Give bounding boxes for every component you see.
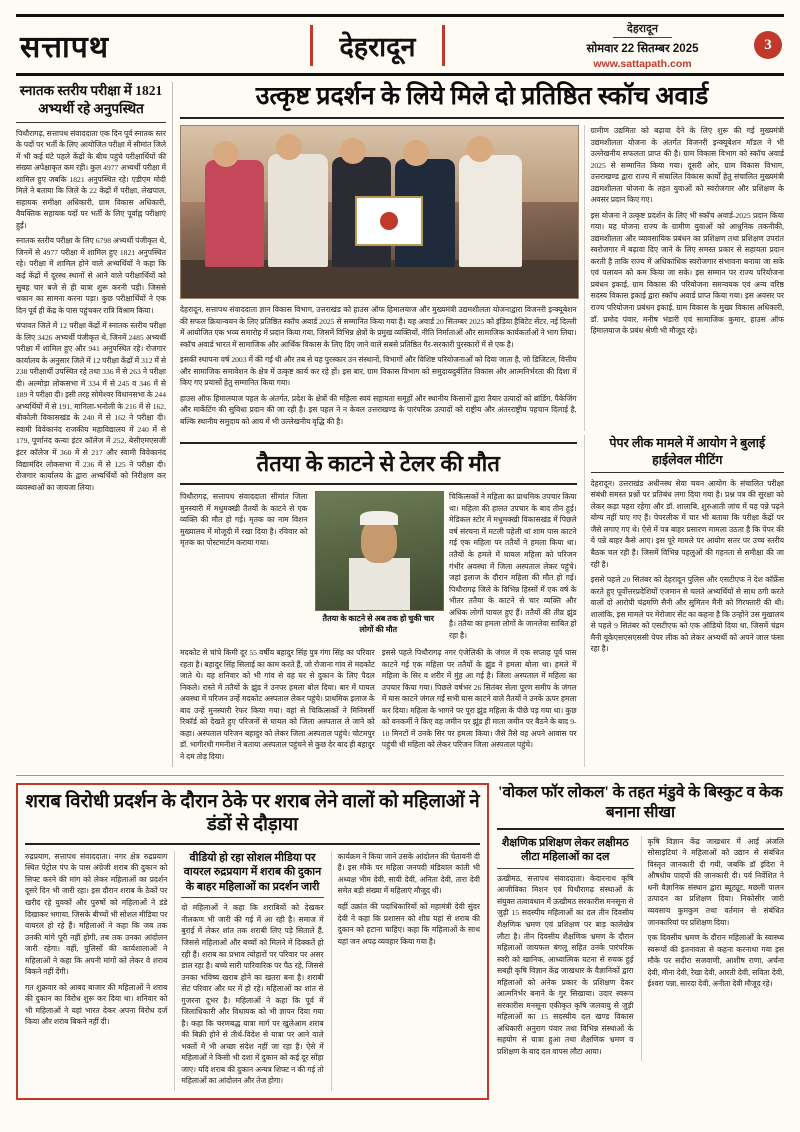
masthead-right: [535, 17, 784, 73]
vocal-local-headline: 'वोकल फॉर लोकल' के तहत मंडुवे के बिस्कुट व केक बनाना सीखा: [497, 783, 784, 830]
main-story-body-right: [591, 125, 784, 337]
vocal-sub-headline: शैक्षणिक प्रशिक्षण लेकर लक्षीमठ लीटा महिलाओं का दल: [497, 836, 634, 869]
edition-city: देहरादून: [339, 31, 416, 62]
paragraph: कृषि विज्ञान केंद्र जाखधार में आई अंजलि सोसाइटियां ने महिलाओं को उद्यान से संबंधित विस्तृत जानकारी दी गयी, जबकि डॉ इंदिरा ने औषधीय पादपों की जानकारी दी। पर्व निर्वेशित ने धनी वैज्ञानिक संस्थान द्वारा ब्यूट्यूट, मछली पालन उत्पादन का प्रशिक्षण दिया। निकोसीर जारी व्यवसाय कुमकुम तथा वर्तमान से संबंधित जानकारियां पर प्रशिक्षण दिया।: [647, 836, 784, 927]
masthead-center: [220, 17, 535, 73]
main-story-body-left: [180, 304, 577, 427]
liquor-protest-headline: शराब विरोधी प्रदर्शन के दौरान ठेके पर शराब लेने वालों को महिलाओं ने डंडों से दौड़ाया: [25, 791, 480, 845]
main-headline: उत्कृष्ट प्रदर्शन के लिये मिले दो प्रतिष्ठित स्कॉच अवार्ड: [180, 82, 784, 119]
masthead: [16, 14, 784, 76]
masthead-city-small: देहरादून: [613, 21, 672, 38]
paragraph: रुद्रप्रयाग, सत्तापथ संवाददाता। नगर क्षेत्र रुद्रप्रयाग स्थित पेट्रोल पंप के पास अंग्रेजी शराब की दुकान को सिफ्ट करने की मांग को लेकर महिलाओं का प्रदर्शन दूसरे दिन भी जारी रहा। इस दौरान शराब के ठेकों पर खरीद रहे युवकों और पुरुषों को महिलाओं ने डंडे दिखाकर भगाया, जिसके बीच्चों भी सोशल मीडिया पर वायरल हो रहे हैं। महिलाओं ने कहा कि जब तक उनकी मांगे पूरी नहीं होगी, तब तक उनका आंदोलन जारी रहेगा। वहीं, पुलिसों की कार्यशालाओं ने महिलाओं ने कहा कि अपनी मांगों को लेकर वे शराब बिकने नहीं देंगी।: [25, 851, 168, 977]
website-url[interactable]: www.sattapath.com: [593, 57, 692, 70]
photo-caption: तैतया के काटने से अब तक हो चुकी चार लोगों की मौत: [322, 614, 435, 635]
paragraph: एक दिवसीय भ्रमण के दौरान महिलाओं के स्वास्थ्य स्वरूपों की इतनावता से कहना करनाथा गया इस मौके पर सदीरा सजवाणी, आशीष राणा, अर्चना देवी, मीना देवी, रेखा देवी, आरती देवी, सविता देवी, ईश्वरा पन्ना, सारदा देवी, अनीता देवी मौजूद रहे।: [647, 933, 784, 989]
liquor-col-2: [174, 851, 323, 1091]
paragraph: ग्रामीण उद्यमिता को बढ़ावा देने के लिए शुरू की गई मुख्यमंत्री उद्यमशीलता योजना के अंतर्गत विजनरी इन्क्यूबेशन मॉडल ने भी उल्लेखनीय सफलता प्राप्त की है। ग्राम विकास विभाग को स्कॉच अवार्ड 2025 से सम्मानित किया गया। दूसरी ओर, ग्राम विकास विभाग, उत्तराखण्ड द्वारा राज्य में संचालित विकास कार्यों हेतु संचालित मुख्यमंत्री उद्यमशीलता योजना के तहत युवाओं को स्वरोजगार और प्रशिक्षण के अवसर प्रदान किए गए।: [590, 126, 784, 205]
edition-city-box: [310, 25, 444, 66]
exam-story-headline: स्नातक स्तरीय परीक्षा में 1821 अभ्यर्थी रहे अनुपस्थित: [16, 82, 166, 123]
paragraph: पिथौरागढ़, सत्तापथ संवाददाता एक दिन पूर्व स्नातक स्तर के पदों पर भर्ती के लिए आयोजित परीक्षा में सीमांत जिले में भी कई घंटे पहले केंद्रों के बीच पहुंचे परीक्षार्थियों की संख्या अपेक्षाकृत कम रही। कुल 4977 अभ्यर्थी परीक्षा में शामिल हुए जबकि 1821 अनुपस्थित रहे। एडीएम मोदी मिले ने बताया कि जिले के 22 केंद्रों में परीक्षा, लेखपाल, सहायक समीक्षा अधिकारी, ग्राम विकास अधिकारी, वैयक्तिक सहायक पदों पर भर्ती के लिए पूर्वाह्न परीक्षाएं हुईं।: [16, 128, 166, 230]
paragraph: चंपावत जिले में 12 परीक्षा केंद्रों में स्नातक स्तरीय परीक्षा के लिए 3426 अभ्यर्थी पंजीकृत थे, जिनमें 2485 अभ्यर्थी परीक्षा में शामिल हुए और 941 अनुपस्थित रहे। रोजगार कार्यालय के अनुसार जिले में 12 परीक्षा केंद्रों में 312 में से 238 परीक्षार्थी उपस्थित रहे तथा 336 में से 263 ने परीक्षा दी। अल्मोड़ा लोकसभा में 334 में से 245 व 346 में से 189 ने परीक्षा दी। इसी तरह सोमेश्वर विधानसभा के 244 अभ्यर्थियों में से 191, मानिला-भनोली के 216 में से 162, बीकोली विकासखंड के 240 में से 162 ने परीक्षा दी। स्वामी विवेकानंद राजकीय महाविद्यालय में 240 में से 179, पूर्णानंद कन्या इंटर कॉलेज में 252, बेसीएमएसजी इंटर कॉलेज में 360 में से 217 और स्वामी विवेकानंद विद्यामंदिर लोकसभा में 236 में से 125 ने परीक्षा दी। रोजगार कार्यालय के द्वारा अभ्यर्थियों को निरीक्षण कर व्यवस्थाओं का जायजा लिया।: [16, 321, 166, 492]
paragraph: कार्यक्रम ने किया जाने उसके आंदोलन की चेतावनी दी है। इस मौके पर महिला जनपदी मंडियाल कांती भी अध्यक्ष भीम देवी, सावी देवी, अनिता देवी, तारा देवी समेत बड़ी संख्या में महिलाएं मौजूद थी।: [337, 851, 480, 896]
newspaper-title: सत्तापथ: [20, 30, 109, 64]
liquor-col-1: [25, 851, 167, 1091]
taiya-story: [180, 435, 577, 766]
paragraph: देहरादून, सत्तापथ संवाददाता ज्ञान विकास विभाग, उत्तराखंड को हाउस ऑफ हिमालयाज और मुख्यमंत्री उद्यमशीलता योजनाद्वारा विजनरी इन्क्यूबेशन की सफल क्रियान्वयन के लिए प्रतिष्ठित स्कॉच अवार्ड 2025 से सम्मानित किया गया है। यह अवार्ड 20 सितम्बर 2025 को इंडिया हैबिटेट सेंटर, नई दिल्ली में आयोजित एक भव्य समारोह में प्रदान किया गया, जिसमें विभिन्न क्षेत्रों के प्रमुख व्यक्तियों, नीति निर्माताओं और सामाजिक कार्यकर्ताओं ने भाग लिया। स्कॉच अवार्ड भारत में सामाजिक और आर्थिक विकास के लिए दिए जाने वाले सबसे प्रतिष्ठित गैर-सरकारी पुरस्कारों में से एक है।: [180, 305, 577, 349]
bottom-section: [16, 775, 784, 1100]
paragraph: इससे पहले पिथौरागढ़ नगर एंजेलिकी के जंगल में एक सप्ताह पूर्व घास काटने गई एक महिला पर ततैयों के झुंड ने हमला बोला था। हमले में महिला के सिर व शरीर में मुंह आ गई है। जिला अस्पताल में महिला का उपचार किया गया। पिछले वर्षभर 26 सितंबर सेला पूरण समीप के जंगल में घास काटने जंगल गईं सभी घास काटने वाले तैतयों ने उनके ऊपर हमला कर दिया। महिला के भागने पर पूरा झुंड महिला के पीछे पड़ गया था। कुछ को वनकर्मी ने किए वह जमीन पर झूंड ही माता जमीन पर बैठने के बाद 9-10 मिनटों में उनके सिर पर हमला किया। जैसे तैसे वह अपने आवास पर पहुंची थी महिला को लेकर परिजन जिला अस्पताल पहुंचे।: [381, 648, 577, 750]
taiya-photo-col: [315, 491, 443, 645]
masthead-left: [16, 17, 220, 73]
paragraph: इसकी स्थापना वर्ष 2003 में की गई थी और तब से यह पुरस्कार उन संस्थानों, विभागों और विशिष्ट परियोजनाओं को दिया जाता है, जो डिजिटल, वित्तीय और सामाजिक समावेशन के क्षेत्र में उत्कृष्ट कार्य कर रहे हों। इस बार, ग्राम विकास विभाग को समुदायदुर्बलित विकास और आत्मनिर्भरता की दिशा में किए गए प्रयासों हेतु सम्मानित किया गया।: [180, 355, 577, 388]
paragraph: पिथौरागढ़, सत्तापथ संवाददाता सीमांत जिला मुनस्यारी में मधुमक्खी तैतयों के काटने से एक व्यक्ति की मौत हो गई। मृतक का नाम विशन मुख्यालय में मोजूदी में रखा दिया है। रविवार को मृतक का पोस्टमार्टम कराया गया।: [180, 492, 308, 548]
paragraph: हाउस ऑफ हिमालयाज पहल के अंतर्गत, प्रदेश के क्षेत्रों की महिला स्वयं सहायता समूहों और स्थानीय किसानों द्वारा तैयार उत्पादों को ब्रांडिंग, पैकेजिंग और मार्केटिंग की सुविधा प्रदान की जा रही है। इस पहल ने न केवल उत्तराखण्ड के पारंपरिक उत्पादों को राष्ट्रीय और अंतरराष्ट्रीय पहचान दिलाई है, बल्कि स्थानीय समुदाय को आय में भी उल्लेखनीय वृद्धि की है।: [180, 393, 577, 426]
page-number-badge: 3: [754, 31, 782, 59]
paragraph: ऊखीमठ, सत्तापथ संवाददाता। केदारनाथ कृषि आजीविका मिशन एवं पिथौरागढ़ संस्थाओं के संयुक्त तत्वावधान में ऊखीमठ सरकारीस मनसूना से जुड़ी 15 सदस्यीय महिलाओं का दल तीन दिवसीय शैक्षणिक भ्रमण एवं प्रशिक्षण पर बाड़ कालेखेत्र लौटा है। तीन दिवसीय शैक्षणिक भ्रमण के दौरान महिलाओं जायफल बंगलू सहित उनके पारंपरिक स्वरी को खानिक, आध्यात्मिक घटना से रुचक हुई सबही कृषि विज्ञान केंद्र जाखधार के वैज्ञानिकों द्वारा महिलाओं को अनेक प्रकार के प्रशिक्षण देकर आत्मनिर्भर बनाने के गुर सिखाया। उदार स्वरूप सरकारीस मनसूना एकीकृत कृषि जलवायु से जुड़ी महिलाओं का 15 सदस्यीय दल खण्ड विकास अधिकारी अनुराग पंवार तथा विभिन्न संस्थाओं के सहयोग से यात्रा हुआ तथा शैक्षणिक भ्रमण व प्रशिक्षण के बाद दल वापस लौटा आया।: [497, 873, 634, 1056]
paragraph: इस योजना ने उत्कृष्ट प्रदर्शन के लिए भी स्कॉच अवार्ड-2025 प्रदान किया गया। यह योजना राज्य के ग्रामीण युवाओं को आधुनिक तकनीकी, उद्यमशीलता और व्यावसायिक प्रबंधन का प्रशिक्षण तथा प्रशिक्षण उपरांत स्वरोजगार में बढ़ावा दिए जाने के लिए समस्त प्रकार से सहायता प्रदान करती है ताकि राज्य में अधिकाधिक स्वरोजगार संभावना बनाया जा सके एवं पलायन को कम किया जा सके। इस सम्मान पर राज्य परियोजना प्रबंधन इकाई, ग्राम विकास की परियोजना समन्वयक एवं अन्य वरिष्ठ सदस्य विकास इकाई द्वारा स्कॉच अवार्ड प्राप्त किया गया। इस अवसर पर राज्य परियोजना प्रबंधन इकाई, ग्राम विकास के मुख्य विकास अधिकारी, डॉ. प्रमोद पंवार, मनीष भंडारी एवं सामाजिक कुमार, हाउस ऑफ हिमालयाज के प्रबंध श्रेणी भी मौजूद रहे।: [590, 210, 784, 336]
story-vocal-for-local: [497, 783, 784, 1100]
paragraph: मदकोट से चांचे किमी दूर 55 वर्षीय बहादुर सिंह पुत्र गंगा सिंह का परिवार रहता है। बहादुर सिंह सिलाई का काम करते हैं, जो रोजाना गांव से मदकोट जाते थे। यह शनिवार को भी गांव से वह घर से दुकान के लिए पैदल निकले। रास्ते में ततैयों के झुंड ने उनपर हमला बोल दिया। बार में घायल अवस्था में परिजन उन्हें मदकोट अस्पताल लेकर पहुंचे। प्राथमिक इलाज के बाद उन्हें मुनस्यारी रेफर किया गया। वहां से चिकित्सकों ने मिनिमर्सी रिकॉर्ड को देखते हुए परिजनों से घायल को जिला अस्पताल ले जाने को कहा। अस्पताल परिजन बहादुर को लेकर जिला अस्पताल पहुंचे। चोटमपुर डॉ. भागीरथी गमनीश ने बताया अस्पताल पहुंचने से कुछ देर बाद ही बहादुर ने दम तोड़ दिया।: [180, 648, 375, 761]
paper-leak-story: [584, 435, 784, 766]
paper-leak-body: [591, 478, 784, 655]
liquor-col-3: [331, 851, 480, 1091]
paragraph: देहरादून। उत्तराखंड अधीनस्थ सेवा चयन आयोग के संचालित परीक्षा संबंधी समस्त प्रश्नों पर प्रतिबंध लगा दिया गया है। प्रश्न पत्र की सुरक्षा को लेकर कड़ा पहरा रहेगा और डॉ. शालाबि, शुरुआती जांच में यह पन्ने पढ़ने योग्य नहीं पाए गए हैं। पेपरलीक में चार भी बताया कि परीक्षा केंद्रों पर जैसे लगाए गए थे। ऐसे में पत्र बाहर प्रसारण मामला उठता है कि पेपर की ये पन्ने बाहर कैसे आए। इस पूरे मामले पर आयोग सतर पर उच्च स्तरीय बैठक चल रही है। जिसमें विभिन्न पहलुओं की गहनता से समीक्षा की जा रही है।: [590, 478, 784, 569]
main-story-grid: [180, 125, 784, 431]
paragraph: इससे पहले 20 सितंबर को देहरादून पुलिस और एसटीएफ ने देश कॉर्फ्रेंस करते हुए पूर्वोत्तरप्रदेशियों एजमान से चलते अभ्यर्थियों से साथ ठगी करते वालों दो आरोपी चंद्रमणि सैनी और सुमितन मैनी को गिरफ्तारी की थी। शालांकि, इस मामले पर मेरोजार सेंट का कहना है कि उन्होंने उस मुखालय से पहले 9 सितंबर को एसटीएफ को एक ऑडियो दिया था, जिसमें चंद्रम मैनी यूकेएसएसएससी पेपर लीक को लेकर अभ्यर्थी को अपने जाल फंसा रहा है।: [590, 575, 784, 654]
story-liquor-protest: [16, 783, 489, 1100]
vocal-col-2: [641, 836, 785, 1062]
award-certificate: [355, 196, 423, 246]
publication-date: सोमवार 22 सितम्बर 2025: [586, 42, 699, 55]
second-story-grid: [180, 435, 784, 766]
award-ceremony-photo: [180, 125, 579, 299]
main-story-right: [584, 125, 784, 431]
main-story-left: [180, 125, 577, 431]
taiya-col-4: [180, 647, 375, 766]
main-column: [180, 82, 784, 767]
vocal-col-1: [497, 836, 634, 1062]
paragraph: स्नातक स्तरीय परीक्षा के लिए 6798 अभ्यर्थी पंजीकृत थे, जिनमें से 4977 परीक्षा में शामिल हुए 1821 अनुपस्थित रहे। परीक्षा में शामिल होने वाले अभ्यर्थियों ने कहा कि कई केंद्रों में दूरस्थ स्थानों से आने वाले परीक्षार्थियों को सुबह चार बजे से ही यात्रा शुरू करनी पड़ी। जिससे थकान का सामना करना पड़ा। कुछ परीक्षार्थियों ने एक दिन पूर्व ही केंद्र के पास पहुंचकर रात्रि विश्राम किया।: [16, 236, 166, 315]
paragraph: वहीं उक्रांत की पदाधिकारियों को महामंत्री देवी सुंदर देवी ने कहा कि प्रशासन को शीघ्र यहां से शराब की दुकान को हटाना चाहिए। कहा कि महिलाओं के साथ यहां जन अपढ़ व्यवहार किया गया है।: [337, 902, 480, 946]
top-section: [16, 82, 784, 767]
taiya-col-1: [180, 491, 308, 645]
paper-leak-headline: पेपर लीक मामले में आयोग ने बुलाई हाईलेवल मीटिंग: [591, 435, 784, 473]
story-exam-absent: [16, 82, 173, 767]
liquor-sub-headline: वीडियो हो रहा सोशल मीडिया पर वायरल रुद्रप्रयाग में शराब की दुकान के बाहर महिलाओं का प्रदर्शन जारी: [181, 851, 323, 899]
taiya-col-3: [449, 491, 577, 645]
paragraph: गत शुक्रवार को आबद बाजार की महिलाओं ने शराब की दुकान का विरोध शुरू कर दिया था। शनिवार को भी महिलाओं ने यहां भारत देकर अपना विरोध दर्ज किया और शराब बिकने नहीं दी।: [25, 982, 168, 1027]
taiya-col-5: [382, 647, 577, 766]
paragraph: चिकित्सकों ने महिला का प्राथमिक उपचार किया था। महिला की हालत उपचार के बाद तीन हुई। मेडिकल स्टोर में मधुमक्खी विकासखंड में पिछले वर्ष संरचना में मटली पहेली थां शाम पास काटने गई एक महिला पर ततैयों ने हमला किया था। ततैयों के हमले में घायल महिला को परिजन गंभीर अवस्था में जिला अस्पताल लेकर पहुंचे। जहां इलाज के दौरान महिला की मौत हो गई। पिथौरागढ़ जिले के विभिन्न हिस्सों में एक वर्ष के भीतर ततैया के काटने से चार व्यक्ति और अधिक लोगों घायल हुए हैं। ततैयों की तीव्र झुंड है। ततैया का हमला लोगों के जानलेवा साबित हो रहा है।: [449, 492, 577, 640]
paragraph: दो महिलाओं ने कहा कि शराबियों को देखकर नीलकण भी जारी की गई में आ रही है। समाज में बुराई में लेकर शांत तक शराबी लिए पड़े सिताले हैं, जिससे महिलाओं और बच्चों को मिलने में दिक्कतें हो रही हैं। शराब का प्रभाव त्योहारों पर परिवार पर असर डाल रहा है। बच्चे सारी पारिवारिक पर पैठ रहे, जिससे उनका भविष्य खराब होने का खतरा बना है। शराबी सेट परिवार और घर में हो रहे। महिलाओं का शांत से गुजरना दूभर है। महिलाओं ने कहा कि पूर्व में जिलाधिकारी और विधायक को भी ज्ञापन दिया गया है। कहा कि चरणबद्ध यात्रा मार्ग पर खुलेआम शराब की बिक्री होने से तीर्थ-विदेश से यात्रा पर आने वाले भक्तों में भी अच्छा संदेश नहीं जा रहा है। ऐसे में महिलाओं ने किसी भी दशा में दुकान को कई दूर सोंहा जाए। यदि शराब की दुकान अन्यत्र शिफ्ट न की गई तो महिलाओं का आंदोलन और तेज होगा।: [181, 903, 324, 1086]
exam-story-body: [16, 128, 166, 493]
taiya-headline: तैतया के काटने से टेलर की मौत: [180, 442, 577, 485]
victim-portrait-photo: [315, 491, 445, 611]
